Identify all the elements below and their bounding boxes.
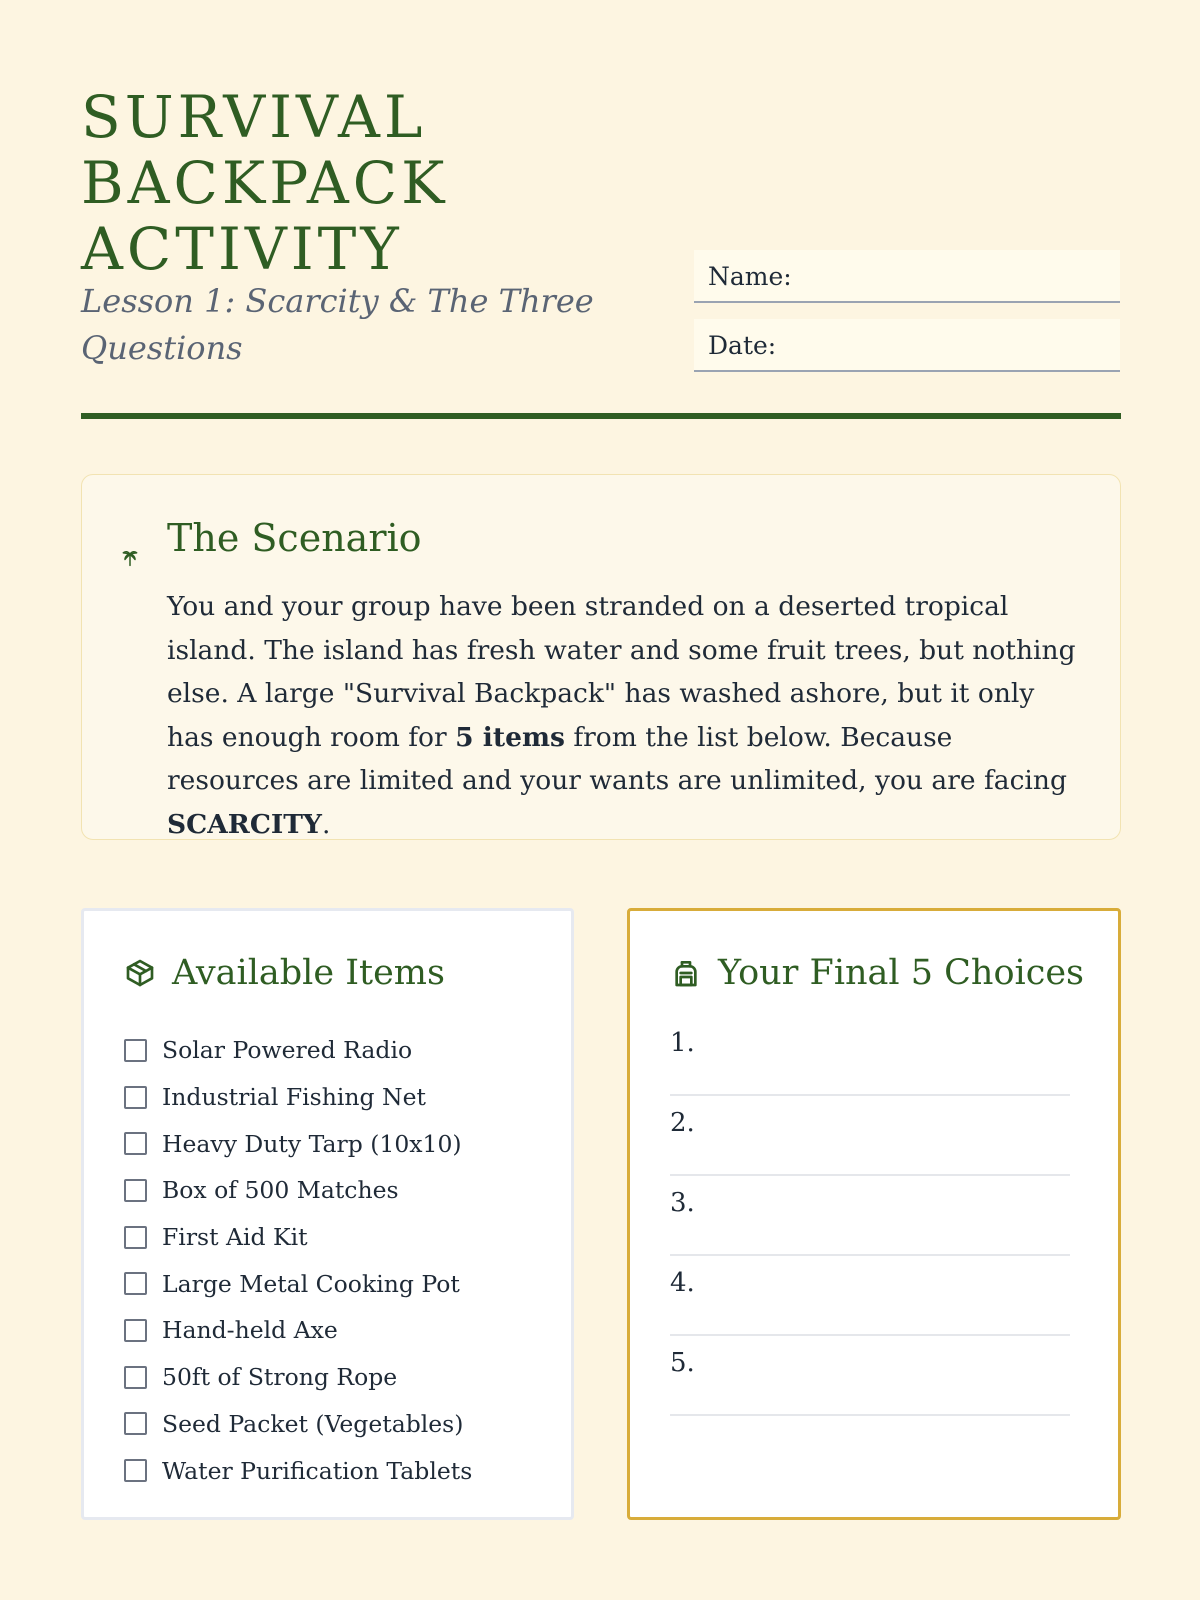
item-list	[124, 1027, 472, 1494]
list-item[interactable]	[124, 1214, 472, 1261]
item-label: First Aid Kit	[162, 1223, 308, 1252]
scenario-heading: The Scenario	[167, 516, 422, 560]
list-item[interactable]	[124, 1401, 472, 1448]
item-checkbox[interactable]	[124, 1319, 147, 1342]
final-choices-card	[627, 908, 1121, 1520]
list-item[interactable]	[124, 1260, 472, 1307]
item-checkbox[interactable]	[124, 1459, 147, 1482]
list-item[interactable]	[124, 1074, 472, 1121]
date-field[interactable]: Date:	[694, 319, 1120, 372]
choice-lines	[670, 1016, 1070, 1416]
item-checkbox[interactable]	[124, 1086, 147, 1109]
choice-line[interactable]: 3.	[670, 1176, 1070, 1256]
header-divider	[81, 413, 1121, 419]
item-label: Large Metal Cooking Pot	[162, 1269, 460, 1298]
item-label: Box of 500 Matches	[162, 1176, 399, 1205]
item-label: Water Purification Tablets	[162, 1456, 473, 1485]
scenario-card	[81, 474, 1121, 840]
items-count-emphasis: 5 items	[455, 721, 565, 753]
item-checkbox[interactable]	[124, 1412, 147, 1435]
item-checkbox[interactable]	[124, 1226, 147, 1249]
list-item[interactable]	[124, 1354, 472, 1401]
list-item[interactable]	[124, 1120, 472, 1167]
choice-line[interactable]: 5.	[670, 1336, 1070, 1416]
item-checkbox[interactable]	[124, 1366, 147, 1389]
final-choices-heading: Your Final 5 Choices	[718, 953, 1084, 993]
name-field[interactable]: Name:	[694, 250, 1120, 303]
available-items-card	[81, 908, 574, 1520]
palm-tree-icon	[120, 547, 140, 567]
item-label: Hand-held Axe	[162, 1316, 338, 1345]
item-checkbox[interactable]	[124, 1272, 147, 1295]
backpack-icon	[670, 957, 702, 989]
item-label: Heavy Duty Tarp (10x10)	[162, 1129, 462, 1158]
scarcity-emphasis: SCARCITY	[167, 808, 322, 840]
choice-line[interactable]: 1.	[670, 1016, 1070, 1096]
list-item[interactable]	[124, 1447, 472, 1494]
item-checkbox[interactable]	[124, 1039, 147, 1062]
item-label: Solar Powered Radio	[162, 1036, 413, 1065]
list-item[interactable]	[124, 1167, 472, 1214]
choice-line[interactable]: 2.	[670, 1096, 1070, 1176]
package-icon	[124, 957, 156, 989]
scenario-text: You and your group have been stranded on a deserted tropical island. The island has fresh water and some fruit trees, but nothing else. A large "Survival Backpack" has washed ashore, but it only has enough room for 5 items from the list below. Because resources are limited and your wants are unlimited, you are facing SCARCITY.	[167, 591, 1076, 840]
lesson-subtitle: Lesson 1: Scarcity & The Three Questions	[81, 282, 594, 367]
item-label: 50ft of Strong Rope	[162, 1363, 398, 1392]
item-checkbox[interactable]	[124, 1132, 147, 1155]
list-item[interactable]	[124, 1027, 472, 1074]
available-items-heading: Available Items	[172, 953, 445, 993]
choice-line[interactable]: 4.	[670, 1256, 1070, 1336]
list-item[interactable]	[124, 1307, 472, 1354]
item-label: Seed Packet (Vegetables)	[162, 1409, 464, 1438]
item-checkbox[interactable]	[124, 1179, 147, 1202]
page-title: SURVIVAL BACKPACK ACTIVITY	[81, 83, 449, 283]
item-label: Industrial Fishing Net	[162, 1083, 426, 1112]
